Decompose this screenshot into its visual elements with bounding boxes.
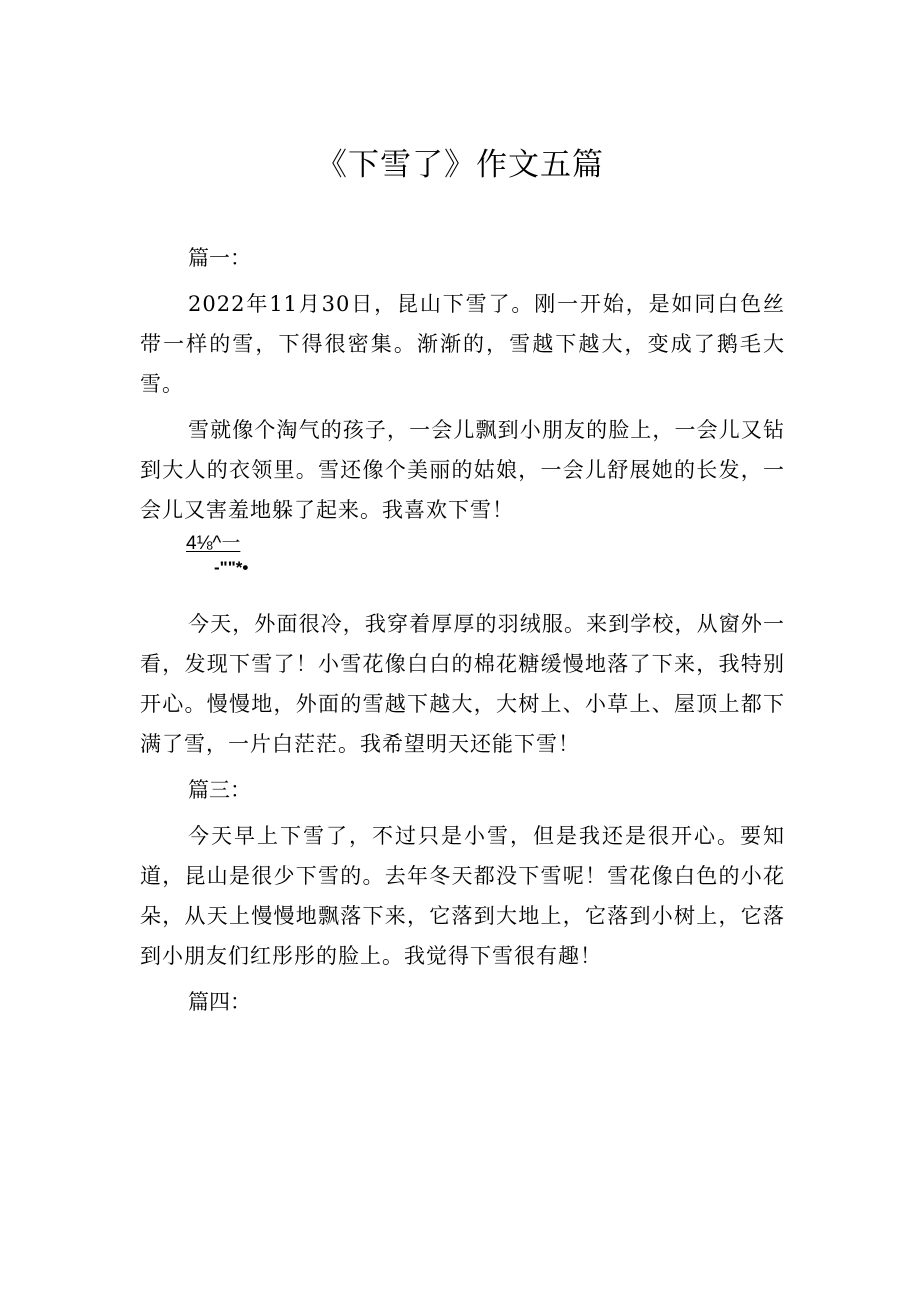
paragraph-1-2: 雪就像个淘气的孩子，一会儿飘到小朋友的脸上，一会儿又钻到大人的衣领里。雪还像个美丽的姑娘，一会儿舒展她的长发，一会儿又害羞地躲了起来。我喜欢下雪！ [140, 418, 785, 522]
garbled-label-line-2: -""*• [214, 558, 249, 577]
paragraph-3-1: 今天早上下雪了，不过只是小雪，但是我还是很开心。要知道，昆山是很少下雪的。去年冬天都没下雪呢！雪花像白色的小花朵，从天上慢慢地飘落下来，它落到大地上，它落到小树上，它落到小朋友们红彤彤的脸上。我觉得下雪很有趣！ [140, 824, 785, 968]
section-label-2-garbled [140, 530, 785, 604]
section-label-1: 篇一： [188, 246, 251, 270]
document-title: 《下雪了》作文五篇 [316, 147, 604, 183]
paragraph-2-1: 今天，外面很冷，我穿着厚厚的羽绒服。来到学校，从窗外一看，发现下雪了！小雪花像白白的棉花糖缓慢地落了下来，我特别开心。慢慢地，外面的雪越下越大，大树上、小草上、屋顶上都下满了雪，一片白茫茫。我希望明天还能下雪！ [140, 612, 785, 756]
section-label-3: 篇三： [188, 778, 251, 802]
garbled-label-line-1: 4⅛^一 [186, 533, 241, 554]
section-label-4: 篇四： [188, 990, 251, 1014]
document-body [140, 238, 785, 1022]
paragraph-1-1: 2022年11月30日，昆山下雪了。刚一开始，是如同白色丝带一样的雪，下得很密集。渐渐的，雪越下越大，变成了鹅毛大雪。 [140, 292, 785, 396]
